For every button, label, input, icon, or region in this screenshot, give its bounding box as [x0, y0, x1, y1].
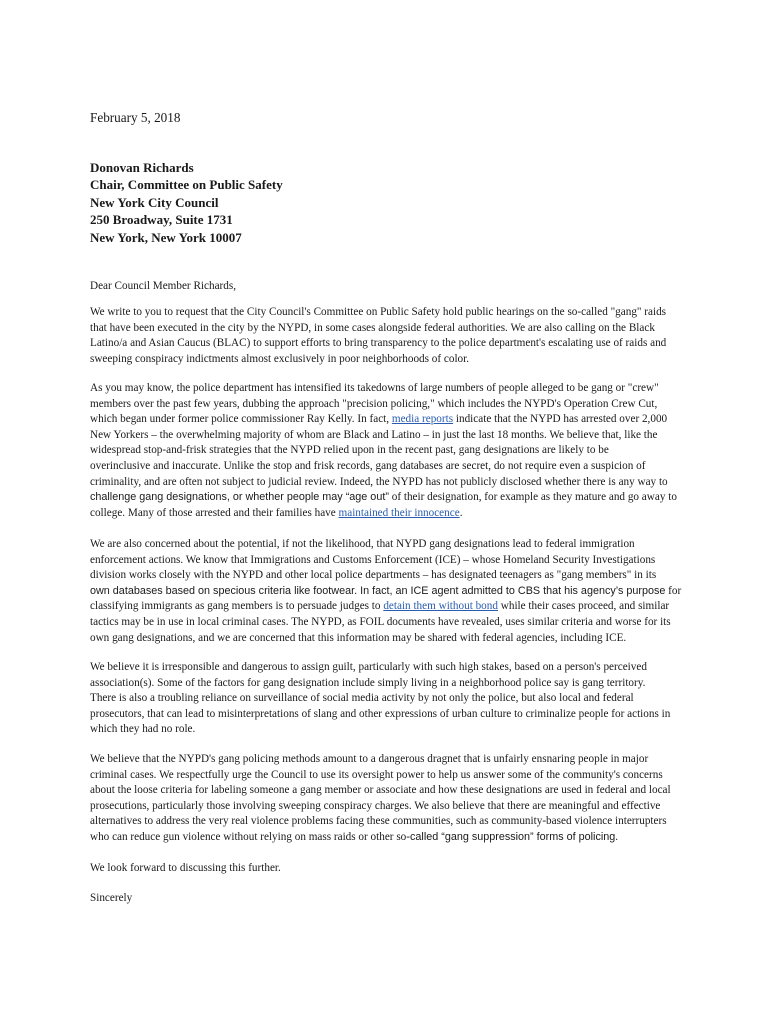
text-segment: college. Many of those arrested and their families have [90, 506, 339, 519]
maintained-innocence-link[interactable]: maintained their innocence [338, 506, 460, 519]
recipient-organization: New York City Council [90, 194, 219, 210]
text-line: overinclusive and inaccurate. Unlike the stop and frisk records, gang databases are secret, do not require even a suspicion of [90, 459, 646, 472]
signoff: Sincerely [90, 892, 133, 904]
text-line: criminal cases. We respectfully urge the Council to use its oversight power to help us answer some of the community's concerns [90, 768, 663, 781]
recipient-street: 250 Broadway, Suite 1731 [90, 212, 233, 228]
text-segment: classifying immigrants as gang members is to persuade judges to [90, 600, 384, 613]
text-segment: while their cases proceed, and similar [497, 600, 670, 613]
paragraph-2 [90, 381, 705, 521]
text-line: As you may know, the police department has intensified its takedowns of large numbers of people alleged to be gang or "crew" [90, 382, 659, 394]
text-segment: who can reduce gun violence without relying on mass raids or other so- [90, 830, 411, 843]
text-line: widespread stop-and-frisk strategies that the NYPD relied upon in the recent past, gang designations are likely to be [90, 444, 609, 457]
paragraph-5 [90, 752, 705, 846]
recipient-address [90, 159, 283, 246]
text-line: We are also concerned about the potential, if not the likelihood, that NYPD gang designations lead to federal immigration [90, 538, 635, 550]
paragraph-4 [90, 660, 705, 738]
closing-line: We look forward to discussing this further. [90, 862, 281, 874]
salutation: Dear Council Member Richards, [90, 280, 237, 292]
paragraph-1 [90, 305, 705, 367]
text-line: prosecutions, particularly those involving sweeping conspiracy charges. We also believe that there are meaningful and effective [90, 799, 661, 812]
text-segment: of their designation, for example as they mature and go away to [388, 491, 677, 504]
text-line: sweeping conspiracy indictments almost exclusively in poor neighborhoods of color. [90, 352, 470, 365]
text-line: association(s). Some of the factors for gang designation include simply living in a neighborhood police say is gang territory. [90, 676, 646, 689]
text-segment: own databases based on specious criteria like footwear. In fact, an ICE agent admitted to CBS that his agency’s purpose [90, 584, 666, 597]
text-segment: for [665, 584, 682, 597]
text-line: We believe that the NYPD's gang policing methods amount to a dangerous dragnet that is unfairly ensnaring people in major [90, 753, 649, 765]
text-line [90, 412, 705, 428]
text-line: criminality, and are often not subject to judicial review. Indeed, the NYPD has not publicly disclosed whether there is any way to [90, 475, 668, 488]
text-line: tactics may be in use in local criminal cases. The NYPD, as FOIL documents have revealed, uses similar criteria and worse for its [90, 615, 671, 628]
letter-date: February 5, 2018 [90, 110, 181, 125]
text-segment: challenge gang designations, or whether people may “age out” [90, 491, 389, 504]
text-line [90, 599, 705, 615]
text-line: We write to you to request that the City Council's Committee on Public Safety hold public hearings on the so-called "gang" raids [90, 306, 667, 318]
text-segment: . [459, 506, 463, 519]
paragraph-3 [90, 537, 705, 646]
text-line [90, 584, 705, 600]
text-line: We believe it is irresponsible and dangerous to assign guilt, particularly with such high stakes, based on a person's perceived [90, 661, 647, 673]
text-line: prosecutors, that can lead to misinterpretations of slang and other expressions of urban culture to criminalize people for actions in [90, 707, 671, 720]
text-line [90, 830, 705, 846]
text-segment: . [615, 830, 619, 843]
text-line [90, 506, 705, 522]
text-line: alternatives to address the very real violence problems facing these communities, such as community-based violence interrupters [90, 815, 667, 828]
text-line: enforcement actions. We know that Immigrations and Customs Enforcement (ICE) – whose Homeland Security Investigations [90, 553, 656, 566]
recipient-city: New York, New York 10007 [90, 229, 242, 245]
text-segment: called “gang suppression” forms of policing [410, 830, 616, 843]
text-segment: which began under former police commissioner Ray Kelly. In fact, [90, 413, 392, 426]
detain-without-bond-link[interactable]: detain them without bond [383, 600, 498, 613]
text-line [90, 490, 705, 506]
text-line: that have been executed in the city by the NYPD, in some cases alongside federal authorities. We are also calling on the Black [90, 321, 655, 334]
text-segment: indicate that the NYPD has arrested over 2,000 [453, 413, 668, 426]
recipient-name: Donovan Richards [90, 160, 194, 175]
recipient-title: Chair, Committee on Public Safety [90, 177, 283, 193]
text-line: own gang designations, and we are concerned that this information may be shared with federal agencies, including ICE. [90, 631, 627, 644]
text-line: about the loose criteria for labeling someone a gang member or associate and how these designations are used in federal and local [90, 784, 671, 797]
text-line: which they had no role. [90, 723, 196, 736]
text-line: Latino/a and Asian Caucus (BLAC) to support efforts to bring transparency to the police department's escalating use of raids and [90, 337, 667, 350]
text-line: division works closely with the NYPD and other local police departments – has designated teenagers as "gang members" in its [90, 569, 657, 582]
text-line: There is also a troubling reliance on surveillance of social media activity by not only the police, but also local and federal [90, 692, 634, 705]
media-reports-link[interactable]: media reports [391, 413, 454, 426]
text-line: New Yorkers – the overwhelming majority of whom are Black and Latino – in just the last 18 months. We believe that, like the [90, 428, 658, 441]
text-line: members over the past few years, dubbing the approach "precision policing," which includes the NYPD's Operation Crew Cut, [90, 397, 658, 410]
